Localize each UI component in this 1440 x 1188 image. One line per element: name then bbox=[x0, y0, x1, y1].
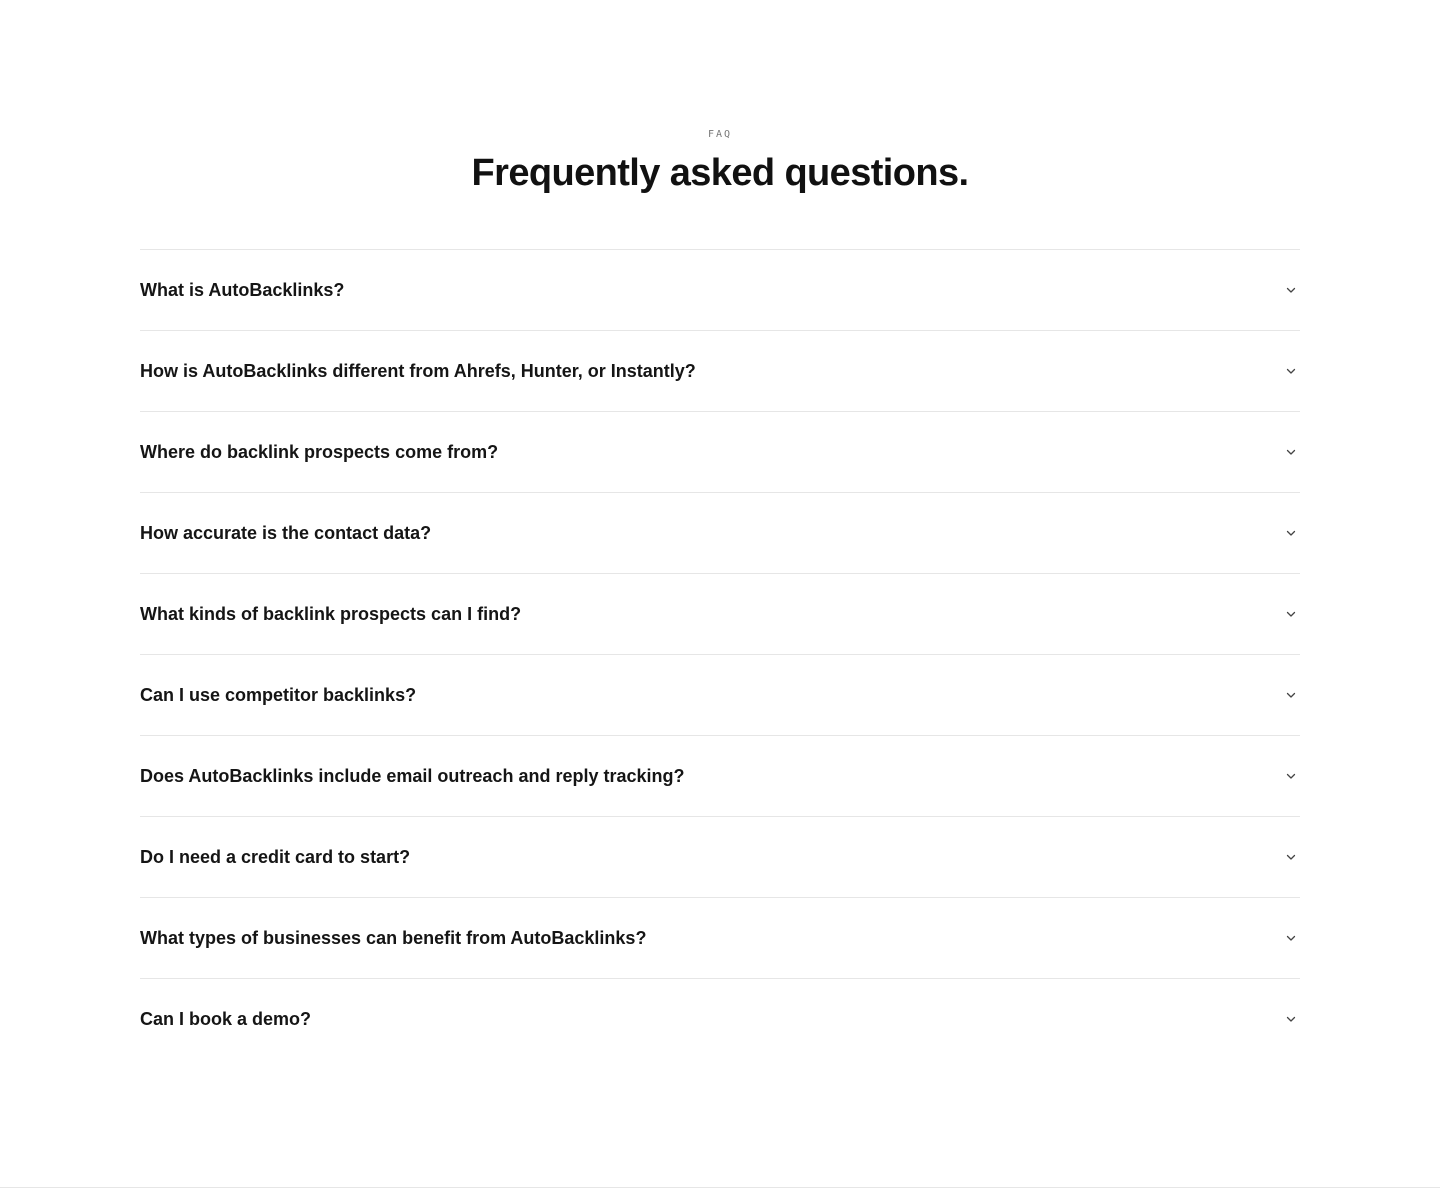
faq-eyebrow: FAQ bbox=[707, 129, 733, 140]
chevron-down-icon[interactable] bbox=[1284, 688, 1298, 702]
faq-item-book-demo[interactable] bbox=[140, 979, 1300, 1059]
chevron-down-icon[interactable] bbox=[1284, 769, 1298, 783]
chevron-down-icon[interactable] bbox=[1284, 931, 1298, 945]
faq-question: What types of businesses can benefit from AutoBacklinks? bbox=[140, 928, 647, 948]
faq-question: Do I need a credit card to start? bbox=[140, 847, 411, 867]
page-title: Frequently asked questions. bbox=[471, 152, 969, 194]
faq-item-email-outreach[interactable] bbox=[140, 736, 1300, 817]
faq-question: What is AutoBacklinks? bbox=[140, 280, 345, 300]
faq-question: Can I book a demo? bbox=[140, 1009, 312, 1029]
chevron-down-icon[interactable] bbox=[1284, 1012, 1298, 1026]
chevron-down-icon[interactable] bbox=[1284, 364, 1298, 378]
chevron-down-icon[interactable] bbox=[1284, 607, 1298, 621]
faq-question: How is AutoBacklinks different from Ahrefs, Hunter, or Instantly? bbox=[140, 361, 696, 381]
faq-item-how-is-different[interactable] bbox=[140, 331, 1300, 412]
faq-question: What kinds of backlink prospects can I find? bbox=[140, 604, 522, 624]
faq-question: How accurate is the contact data? bbox=[140, 523, 432, 543]
faq-item-what-is-autobacklinks[interactable] bbox=[140, 250, 1300, 331]
faq-item-business-types[interactable] bbox=[140, 898, 1300, 979]
faq-item-competitor-backlinks[interactable] bbox=[140, 655, 1300, 736]
chevron-down-icon[interactable] bbox=[1284, 526, 1298, 540]
faq-list bbox=[140, 249, 1300, 1059]
faq-item-prospects-source[interactable] bbox=[140, 412, 1300, 493]
faq-item-credit-card[interactable] bbox=[140, 817, 1300, 898]
faq-question: Where do backlink prospects come from? bbox=[140, 442, 499, 462]
faq-item-contact-accuracy[interactable] bbox=[140, 493, 1300, 574]
chevron-down-icon[interactable] bbox=[1284, 445, 1298, 459]
faq-question: Can I use competitor backlinks? bbox=[140, 685, 417, 705]
faq-question: Does AutoBacklinks include email outreach and reply tracking? bbox=[140, 766, 685, 786]
chevron-down-icon[interactable] bbox=[1284, 850, 1298, 864]
faq-item-prospect-kinds[interactable] bbox=[140, 574, 1300, 655]
chevron-down-icon[interactable] bbox=[1284, 283, 1298, 297]
